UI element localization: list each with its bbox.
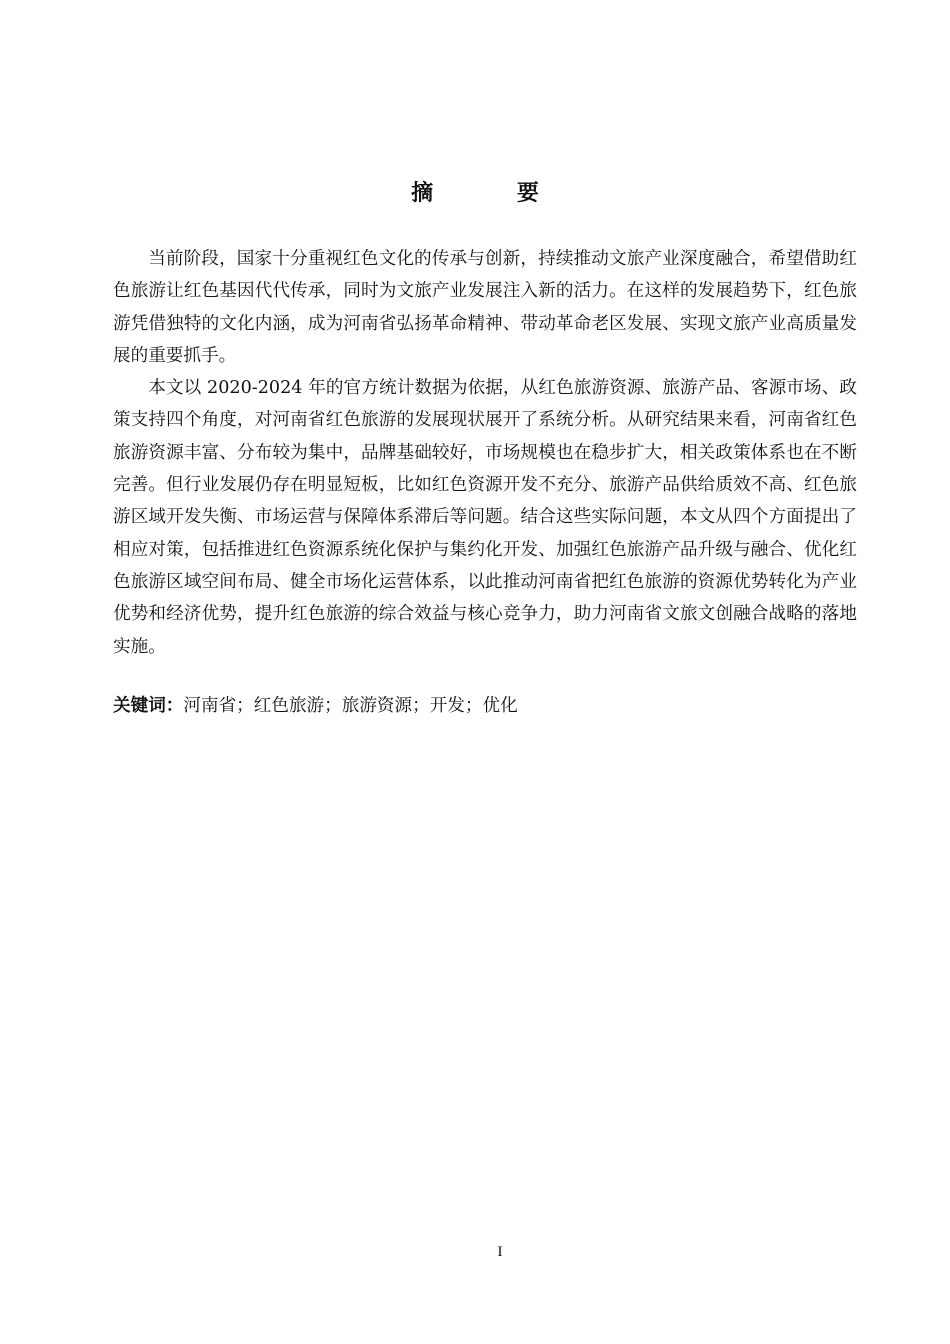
keywords-line bbox=[113, 690, 857, 722]
page-number: I bbox=[497, 1244, 503, 1260]
keywords-list: 河南省；红色旅游；旅游资源；开发；优化 bbox=[183, 696, 518, 716]
keywords-label: 关键词： bbox=[113, 696, 184, 716]
abstract-paragraph-1: 当前阶段，国家十分重视红色文化的传承与创新，持续推动文旅产业深度融合，希望借助红色旅游让红色基因代代传承，同时为文旅产业发展注入新的活力。在这样的发展趋势下，红色旅游凭借独特的文化内涵，成为河南省弘扬革命精神、带动革命老区发展、实现文旅产业高质量发展的重要抓手。 bbox=[113, 249, 857, 366]
abstract-body bbox=[113, 243, 857, 663]
abstract-paragraph-2: 本文以 2020-2024 年的官方统计数据为依据，从红色旅游资源、旅游产品、客源市场、政策支持四个角度，对河南省红色旅游的发展现状展开了系统分析。从研究结果来看，河南省红色旅游资源丰富、分布较为集中，品牌基础较好，市场规模也在稳步扩大，相关政策体系也在不断完善。但行业发展仍存在明显短板，比如红色资源开发不充分、旅游产品供给质效不高、红色旅游区域开发失衡、市场运营与保障体系滞后等问题。结合这些实际问题，本文从四个方面提出了相应对策，包括推进红色资源系统化保护与集约化开发、加强红色旅游产品升级与融合、优化红色旅游区域空间布局、健全市场化运营体系，以此推动河南省把红色旅游的资源优势转化为产业优势和经济优势，提升红色旅游的综合效益与核心竞争力，助力河南省文旅文创融合战略的落地实施。 bbox=[113, 378, 857, 657]
abstract-title: 摘 要 bbox=[411, 181, 577, 206]
